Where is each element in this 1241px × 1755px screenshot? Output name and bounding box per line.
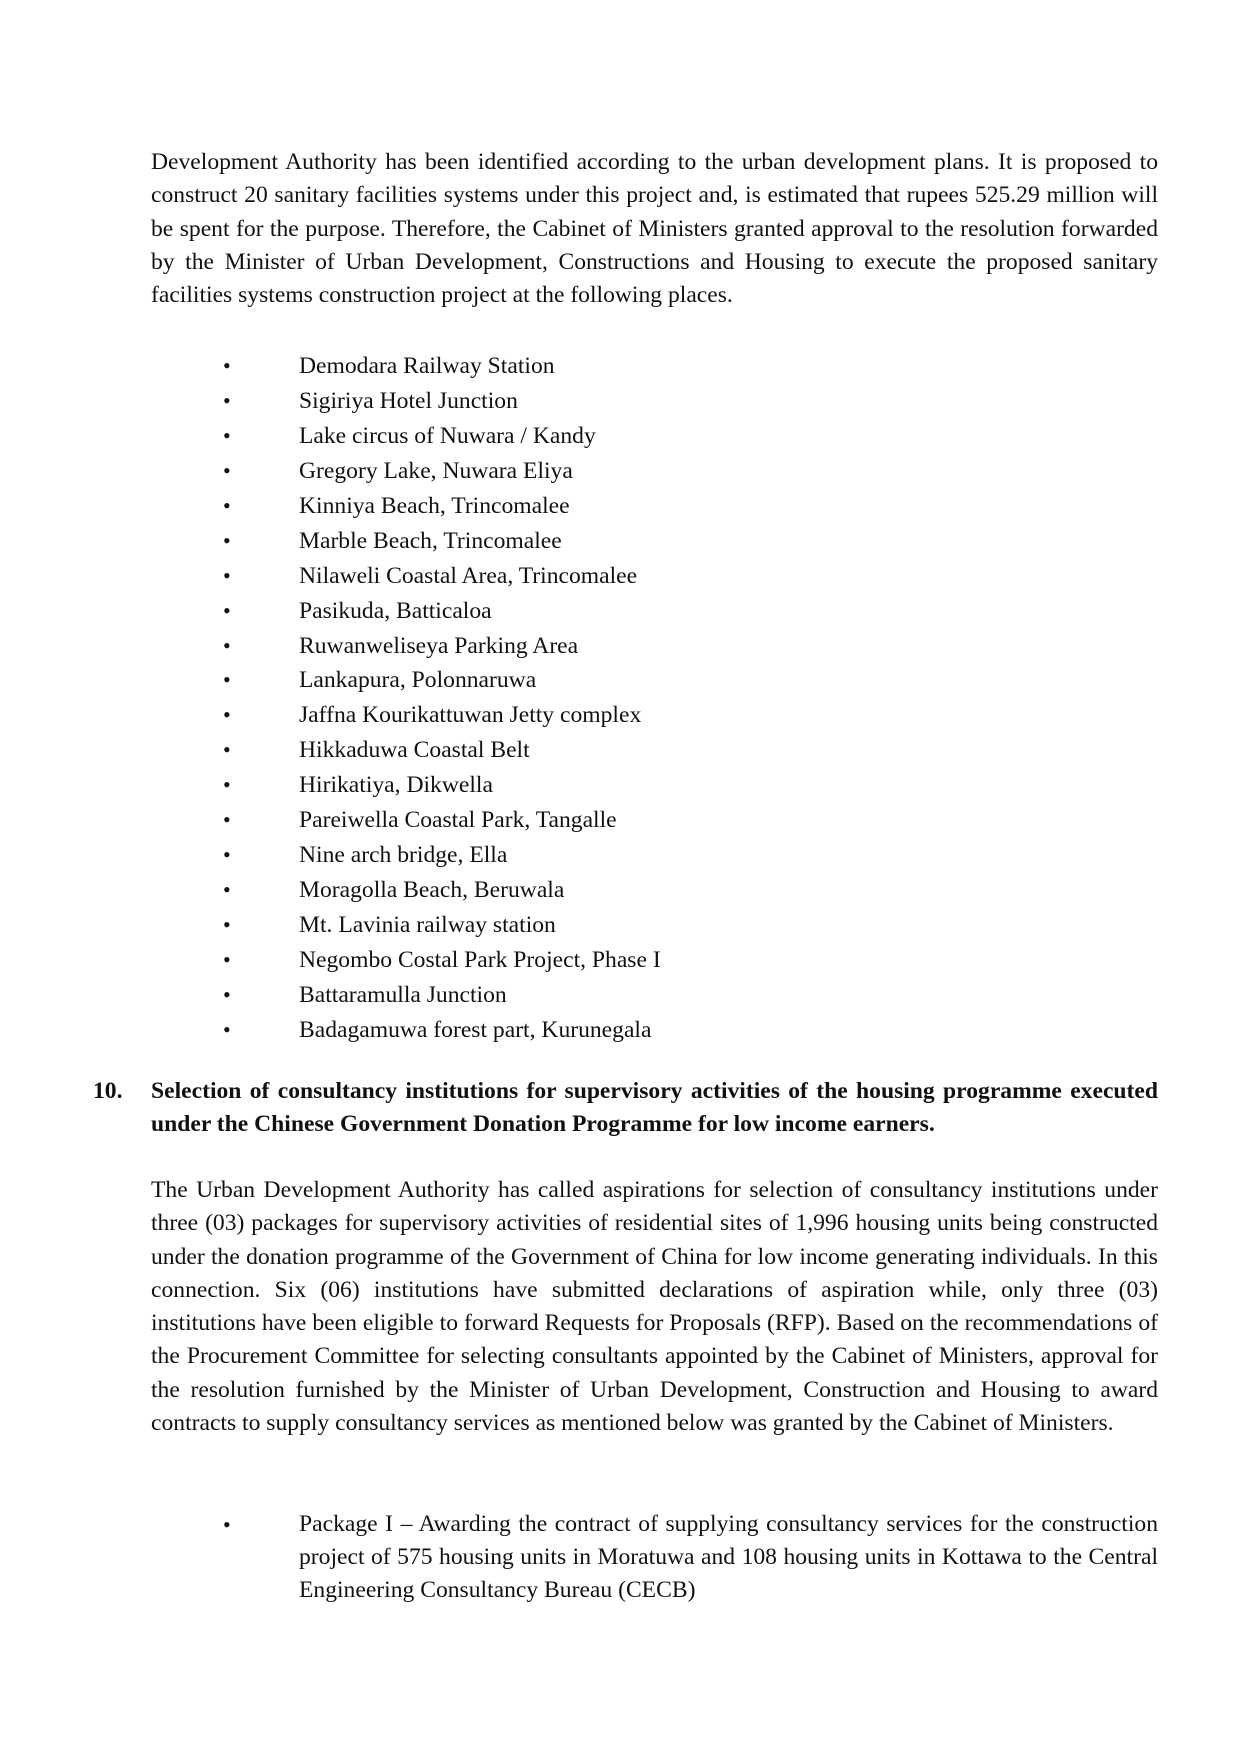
- bullet-mark: •: [223, 387, 231, 413]
- list-item: [151, 489, 1158, 524]
- list-item: [151, 768, 1158, 803]
- list-item: [151, 873, 1158, 908]
- bullet-mark: •: [223, 946, 231, 972]
- section-body: The Urban Development Authority has called aspirations for selection of consultancy institutions under three (03) packages for supervisory activities of residential sites of 1,996 housing units being constructed under the donation programme of the Government of China for low income generating individuals. In this connection. Six (06) institutions have submitted declarations of aspiration while, only three (03) institutions have been eligible to forward Requests for Proposals (RFP). Based on the recommendations of the Procurement Committee for selecting consultants appointed by the Cabinet of Ministers, approval for the resolution furnished by the Minister of Urban Development, Construction and Housing to award contracts to supply consultancy services as mentioned below was granted by the Cabinet of Ministers.: [151, 1177, 1158, 1437]
- bullet-mark: •: [223, 597, 231, 623]
- bullet-mark: •: [223, 632, 231, 658]
- bullet-mark: •: [223, 422, 231, 448]
- list-item: [151, 1013, 1158, 1048]
- section-number: 10.: [93, 1078, 123, 1104]
- bullet-mark: •: [223, 842, 231, 868]
- list-item: [151, 663, 1158, 698]
- package-bullet: •: [223, 1512, 231, 1537]
- list-item: [151, 978, 1158, 1013]
- place-name: Negombo Costal Park Project, Phase I: [299, 946, 661, 973]
- place-name: Moragolla Beach, Beruwala: [299, 877, 565, 904]
- list-item: [151, 698, 1158, 733]
- place-name: Marble Beach, Trincomalee: [299, 527, 562, 554]
- list-item: [151, 419, 1158, 454]
- bullet-mark: •: [223, 912, 231, 937]
- bullet-mark: •: [223, 1016, 231, 1042]
- section-title: Selection of consultancy institutions for supervisory activities of the housing programme executed under the Chinese Government Donation Programme for low income earners.: [151, 1078, 1158, 1137]
- place-name: Lankapura, Polonnaruwa: [299, 667, 537, 694]
- place-name: Nine arch bridge, Ella: [299, 842, 508, 869]
- place-name: Ruwanweliseya Parking Area: [299, 632, 579, 659]
- place-name: Battaramulla Junction: [299, 981, 507, 1008]
- place-name: Hikkaduwa Coastal Belt: [299, 737, 530, 764]
- bullet-mark: •: [223, 981, 231, 1007]
- bullet-mark: •: [223, 877, 231, 903]
- place-name: Badagamuwa forest part, Kurunegala: [299, 1016, 652, 1043]
- list-item: [151, 559, 1158, 594]
- place-name: Sigiriya Hotel Junction: [299, 387, 518, 414]
- place-name: Mt. Lavinia railway station: [299, 912, 556, 938]
- place-name: Pareiwella Coastal Park, Tangalle: [299, 807, 617, 834]
- intro-paragraph: Development Authority has been identified according to the urban development plans. It is proposed to construct 20 sanitary facilities systems under this project and, is estimated that rupees 525.29 million will be spent for the purpose. Therefore, the Cabinet of Ministers granted approval to the resolution forwarded by the Minister of Urban Development, Constructions and Housing to execute the proposed sanitary facilities systems construction project at the following places.: [151, 149, 1158, 309]
- bullet-mark: •: [223, 562, 231, 588]
- bullet-mark: •: [223, 457, 231, 483]
- list-item: [151, 454, 1158, 489]
- place-name: Jaffna Kourikattuwan Jetty complex: [299, 702, 642, 729]
- place-name: Kinniya Beach, Trincomalee: [299, 492, 570, 519]
- place-name: Nilaweli Coastal Area, Trincomalee: [299, 562, 638, 589]
- bullet-mark: •: [223, 772, 231, 798]
- place-name: Gregory Lake, Nuwara Eliya: [299, 457, 573, 484]
- places-list: [151, 349, 1158, 1048]
- place-name: Pasikuda, Batticaloa: [299, 597, 492, 624]
- bullet-mark: •: [223, 492, 231, 518]
- bullet-mark: •: [223, 702, 231, 728]
- list-item: [151, 594, 1158, 629]
- package-item: Package I – Awarding the contract of supplying consultancy services for the construction project of 575 housing units in Moratuwa and 108 housing units in Kottawa to the Central Engineering Consultancy Bureau (CECB): [299, 1511, 1158, 1603]
- list-item: [151, 349, 1158, 384]
- place-name: Lake circus of Nuwara / Kandy: [299, 422, 596, 449]
- list-item: [151, 629, 1158, 664]
- list-item: [151, 384, 1158, 419]
- bullet-mark: •: [223, 527, 231, 553]
- list-item: [151, 943, 1158, 978]
- list-item: [151, 733, 1158, 768]
- bullet-mark: •: [223, 807, 231, 833]
- list-item: [151, 803, 1158, 838]
- list-item: [151, 524, 1158, 559]
- list-item: [151, 908, 1158, 943]
- place-name: Demodara Railway Station: [299, 353, 555, 379]
- list-item: [151, 838, 1158, 873]
- bullet-mark: •: [223, 353, 231, 378]
- bullet-mark: •: [223, 667, 231, 693]
- bullet-mark: •: [223, 737, 231, 763]
- place-name: Hirikatiya, Dikwella: [299, 772, 493, 799]
